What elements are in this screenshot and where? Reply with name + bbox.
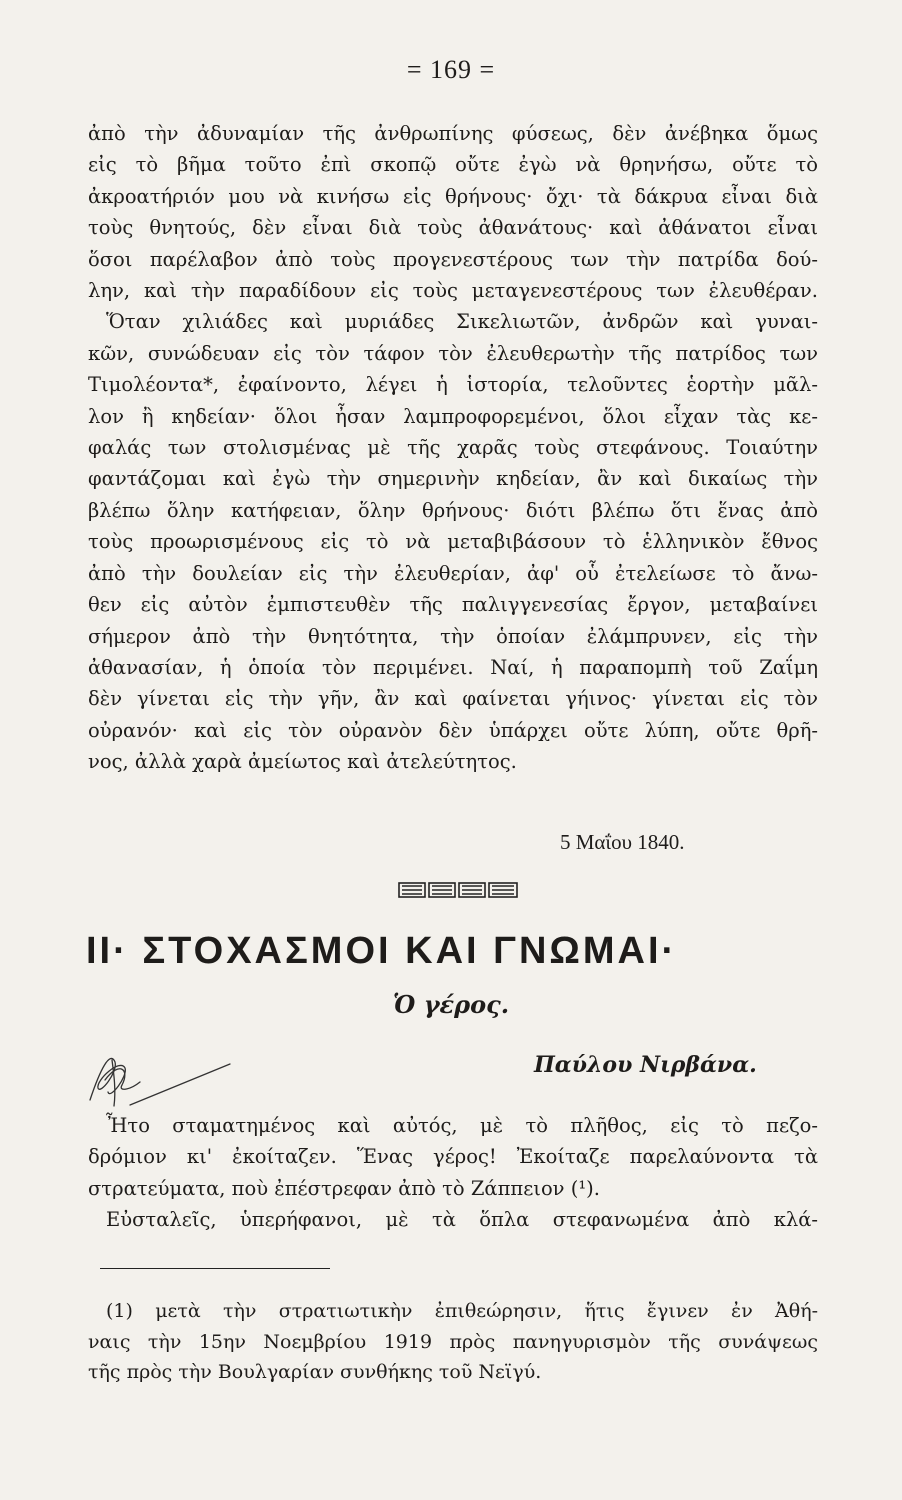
main-text [88,118,818,778]
text-line: νος, ἀλλὰ χαρὰ ἀμείωτος καὶ ἀτελεύτητος. [88,750,517,774]
text-line: Ὅταν χιλιάδες καὶ μυριάδες Σικελιωτῶν, ἀνδρῶν καὶ γυναι- [106,310,818,334]
poem-text [88,1110,818,1236]
text-line: Εὐσταλεῖς, ὑπερήφανοι, μὲ τὰ ὅπλα στεφανωμένα ἀπὸ κλά- [106,1208,818,1232]
text-line: ἀπὸ τὴν ἀδυναμίαν τῆς ἀνθρωπίνης φύσεως, δὲν ἀνέβηκα ὅμως [88,122,818,145]
poem-title: Ὁ γέρος. [392,990,510,1019]
text-line: βλέπω ὅλην κατήφειαν, ὅλην θρήνους· διότι βλέπω ὅτι ἕνας ἀπὸ [88,498,818,522]
text-line: ἀπὸ τὴν δουλείαν εἰς τὴν ἐλευθερίαν, ἀφ' οὗ ἐτελείωσε τὸ ἄνω- [88,561,818,585]
handwritten-signature [70,1040,250,1120]
footnote-rule [100,1268,330,1269]
footnote-line: (1) μετὰ τὴν στρατιωτικὴν ἐπιθεώρησιν, ἥτις ἔγινεν ἐν Ἀθή- [106,1300,818,1322]
text-line: στρατεύματα, ποὺ ἐπέστρεφαν ἀπὸ τὸ Ζάππειον (¹). [88,1176,600,1200]
footnote [88,1296,818,1388]
text-line: λον ἢ κηδείαν· ὅλοι ἦσαν λαμπροφορεμένοι, ὅλοι εἶχαν τὰς κε- [88,404,818,428]
text-line: τοὺς προωρισμένους εἰς τὸ νὰ μεταβιβάσουν τὸ ἑλληνικὸν ἔθνος [88,530,818,554]
author-name: Παύλου Νιρβάνα. [534,1052,757,1078]
text-line: φαλάς των στολισμένας μὲ τῆς χαρᾶς τοὺς στεφάνους. Τοιαύτην [88,436,818,460]
text-line: ἀκροατήριόν μου νὰ κινήσω εἰς θρήνους· ὄχι· τὰ δάκρυα εἶναι διὰ [88,184,818,208]
text-line: λην, καὶ τὴν παραδίδουν εἰς τοὺς μεταγενεστέρους των ἐλευθέραν. [88,279,818,303]
footnote-line: τῆς πρὸς τὴν Βουλγαρίαν συνθήκης τοῦ Νεϊγύ. [88,1361,542,1383]
text-line: δὲν γίνεται εἰς τὴν γῆν, ἂν καὶ φαίνεται γήινος· γίνεται εἰς τὸν [88,687,818,711]
text-line: δρόμιον κι' ἐκοίταζεν. Ἕνας γέρος! Ἐκοίταζε παρελαύνοντα τὰ [88,1145,818,1169]
page-number: = 169 = [406,55,496,84]
section-ornament [397,880,521,900]
date-line: 5 Μαΐου 1840. [560,830,685,854]
text-line: θεν εἰς αὐτὸν ἐμπιστευθὲν τῆς παλιγγενεσίας ἔργον, μεταβαίνει [88,593,818,617]
footnote-line: ναις τὴν 15ην Νοεμβρίου 1919 πρὸς πανηγυρισμὸν τῆς συνάψεως [88,1330,818,1353]
text-line: ὅσοι παρέλαβον ἀπὸ τοὺς προγενεστέρους των τὴν πατρίδα δού- [88,247,818,271]
section-title: ΙΙ· ΣΤΟΧΑΣΜΟΙ ΚΑΙ ΓΝΩΜΑΙ· [86,930,678,972]
text-line: οὐρανόν· καὶ εἰς τὸν οὐρανὸν δὲν ὑπάρχει οὔτε λύπη, οὔτε θρῆ- [88,718,818,742]
text-line: κῶν, συνώδευαν εἰς τὸν τάφον τὸν ἐλευθερωτὴν τῆς πατρίδος των [88,341,818,365]
text-line: Ἦτο σταματημένος καὶ αὐτός, μὲ τὸ πλῆθος, εἰς τὸ πεζο- [106,1114,818,1137]
text-line: Τιμολέοντα*, ἐφαίνοντο, λέγει ἡ ἱστορία, τελοῦντες ἑορτὴν μᾶλ- [88,373,818,397]
text-line: ἀθανασίαν, ἡ ὁποία τὸν περιμένει. Ναί, ἡ παραπομπὴ τοῦ Ζαΐμη [88,655,818,679]
text-line: εἰς τὸ βῆμα τοῦτο ἐπὶ σκοπῷ οὔτε ἐγὼ νὰ θρηνήσω, οὔτε τὸ [88,153,818,177]
text-line: τοὺς θνητούς, δὲν εἶναι διὰ τοὺς ἀθανάτους· καὶ ἀθάνατοι εἶναι [88,216,818,240]
text-line: φαντάζομαι καὶ ἐγὼ τὴν σημερινὴν κηδείαν, ἂν καὶ δικαίως τὴν [88,467,818,491]
text-line: σήμερον ἀπὸ τὴν θνητότητα, τὴν ὁποίαν ἐλάμπρυνεν, εἰς τὴν [88,624,818,648]
